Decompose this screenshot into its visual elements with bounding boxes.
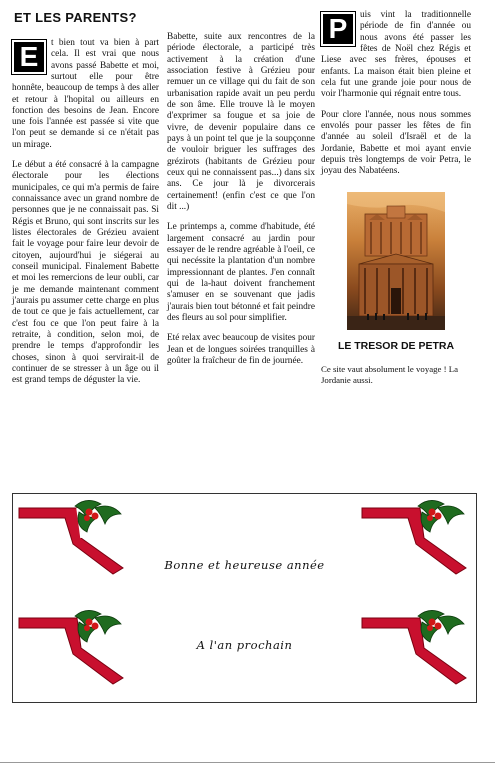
article-column-1 [12,10,159,396]
paragraph-5: Eté relax avec beaucoup de visites pour Jean et de longues soirées tranquilles à goûter la fraîcheur de fin de journée. [167,333,315,366]
paragraph-1-text: t bien tout va bien à part cela. Il est vrai que nous avons passé Babette et moi, surtout elle pour être honnête, beaucoup de temps à des aller et retour à l'hopital ou ailleurs en fonction des besoins de Jean. Encore une fois l'année est passée si vite que l'on peut se demande si ce n'était pas un mirage. [12,37,159,150]
greeting-line-1: Bonne et heureuse année [164,558,325,572]
article-column-3 [321,10,471,386]
paragraph-7: Pour clore l'année, nous nous sommes envolés pour passer les fêtes de fin d'année au soleil d'Israël et de la Jordanie, Babette et moi ayant envie depuis très longtemps de voir Petra, le joyau des Nabatéens. [321,109,471,177]
petra-treasury-photo [347,192,445,330]
greeting-line-2: A l'an prochain [196,638,293,652]
dropcap-e: E [12,40,46,74]
paragraph-4: Le printemps a, comme d'habitude, été largement consacré au jardin pour essayer de le rendre agréable à l'oeil, ce qui necéssite la plantation d'un nombre impressionnant de plantes. J'en connaît qui de la-haut doivent franchement s'amuser en se souvenant que jadis j'aurais bien tout bétonné et fait peindre des fleurs au sol pour simplifier. [167,222,315,323]
article-heading: ET LES PARENTS? [14,10,137,25]
paragraph-6-text: uis vint la traditionnelle période de fin d'année ou nous avons été passer les fêtes de Noël chez Régis et Liese avec ses frères, épouses et enfants. La maison était bien pleine et cela fut une grande joie pour nous de voir l'harmonie qui régnait entre tous. [321,10,471,100]
paragraph-2: Le début a été consacré à la campagne électorale pour les élections municipales, ce qui m'a permis de faire connaissance avec un grand nombre de personnes que je ne connaissait pas. Si Régis et Bruno, qui sont inscrits sur les listes électorales de Grézieu avaient fait le voyage pour faire leur devoir de citoyen, aujourd'hui je siégerai au conseil municipal. Finalement Babette et moi les remercions de leur oubli, car je me demande maintenant comment j'aurais pu assumer cette charge en plus de tout ce que je fais actuellement, car c'est fou ce que l'on peut faire à la retraite, à condition, selon moi, de prendre le temps d'approfondir les choses, sinon à quoi servirait-il de continuer de se stresser à un âge ou il est grand temps de déguster la vie. [12,160,159,386]
paragraph-1 [12,38,159,151]
paragraph-6 [321,10,471,101]
greeting-card-box [12,493,477,703]
photo-caption: Ce site vaut absolument le voyage ! La Jordanie aussi. [321,364,459,386]
page-bottom-rule [0,762,495,763]
photo-title: LE TRESOR DE PETRA [337,339,455,352]
article-column-2 [167,32,315,376]
paragraph-3: Babette, suite aux rencontres de la période électorale, a participé très activement à la création d'une association festive à Grézieu pour remuer un ce village qui du fait de son urbanisation rapide avait un peu perdu de son âme. Elle trouve là le moyen d'exprimer sa fougue et sa joie de vivre, de devenir populaire dans ce pays à un point tel que je la soupçonne de vouloir briguer les suffrages des grézirots (habitants de Grézieu pour ceux qui ne connaissent pas...) dans six ans. Ce jour là je divorcerais certainement! (enfin c'est ce que l'on dit ...) [167,32,315,212]
dropcap-p: P [321,12,355,46]
